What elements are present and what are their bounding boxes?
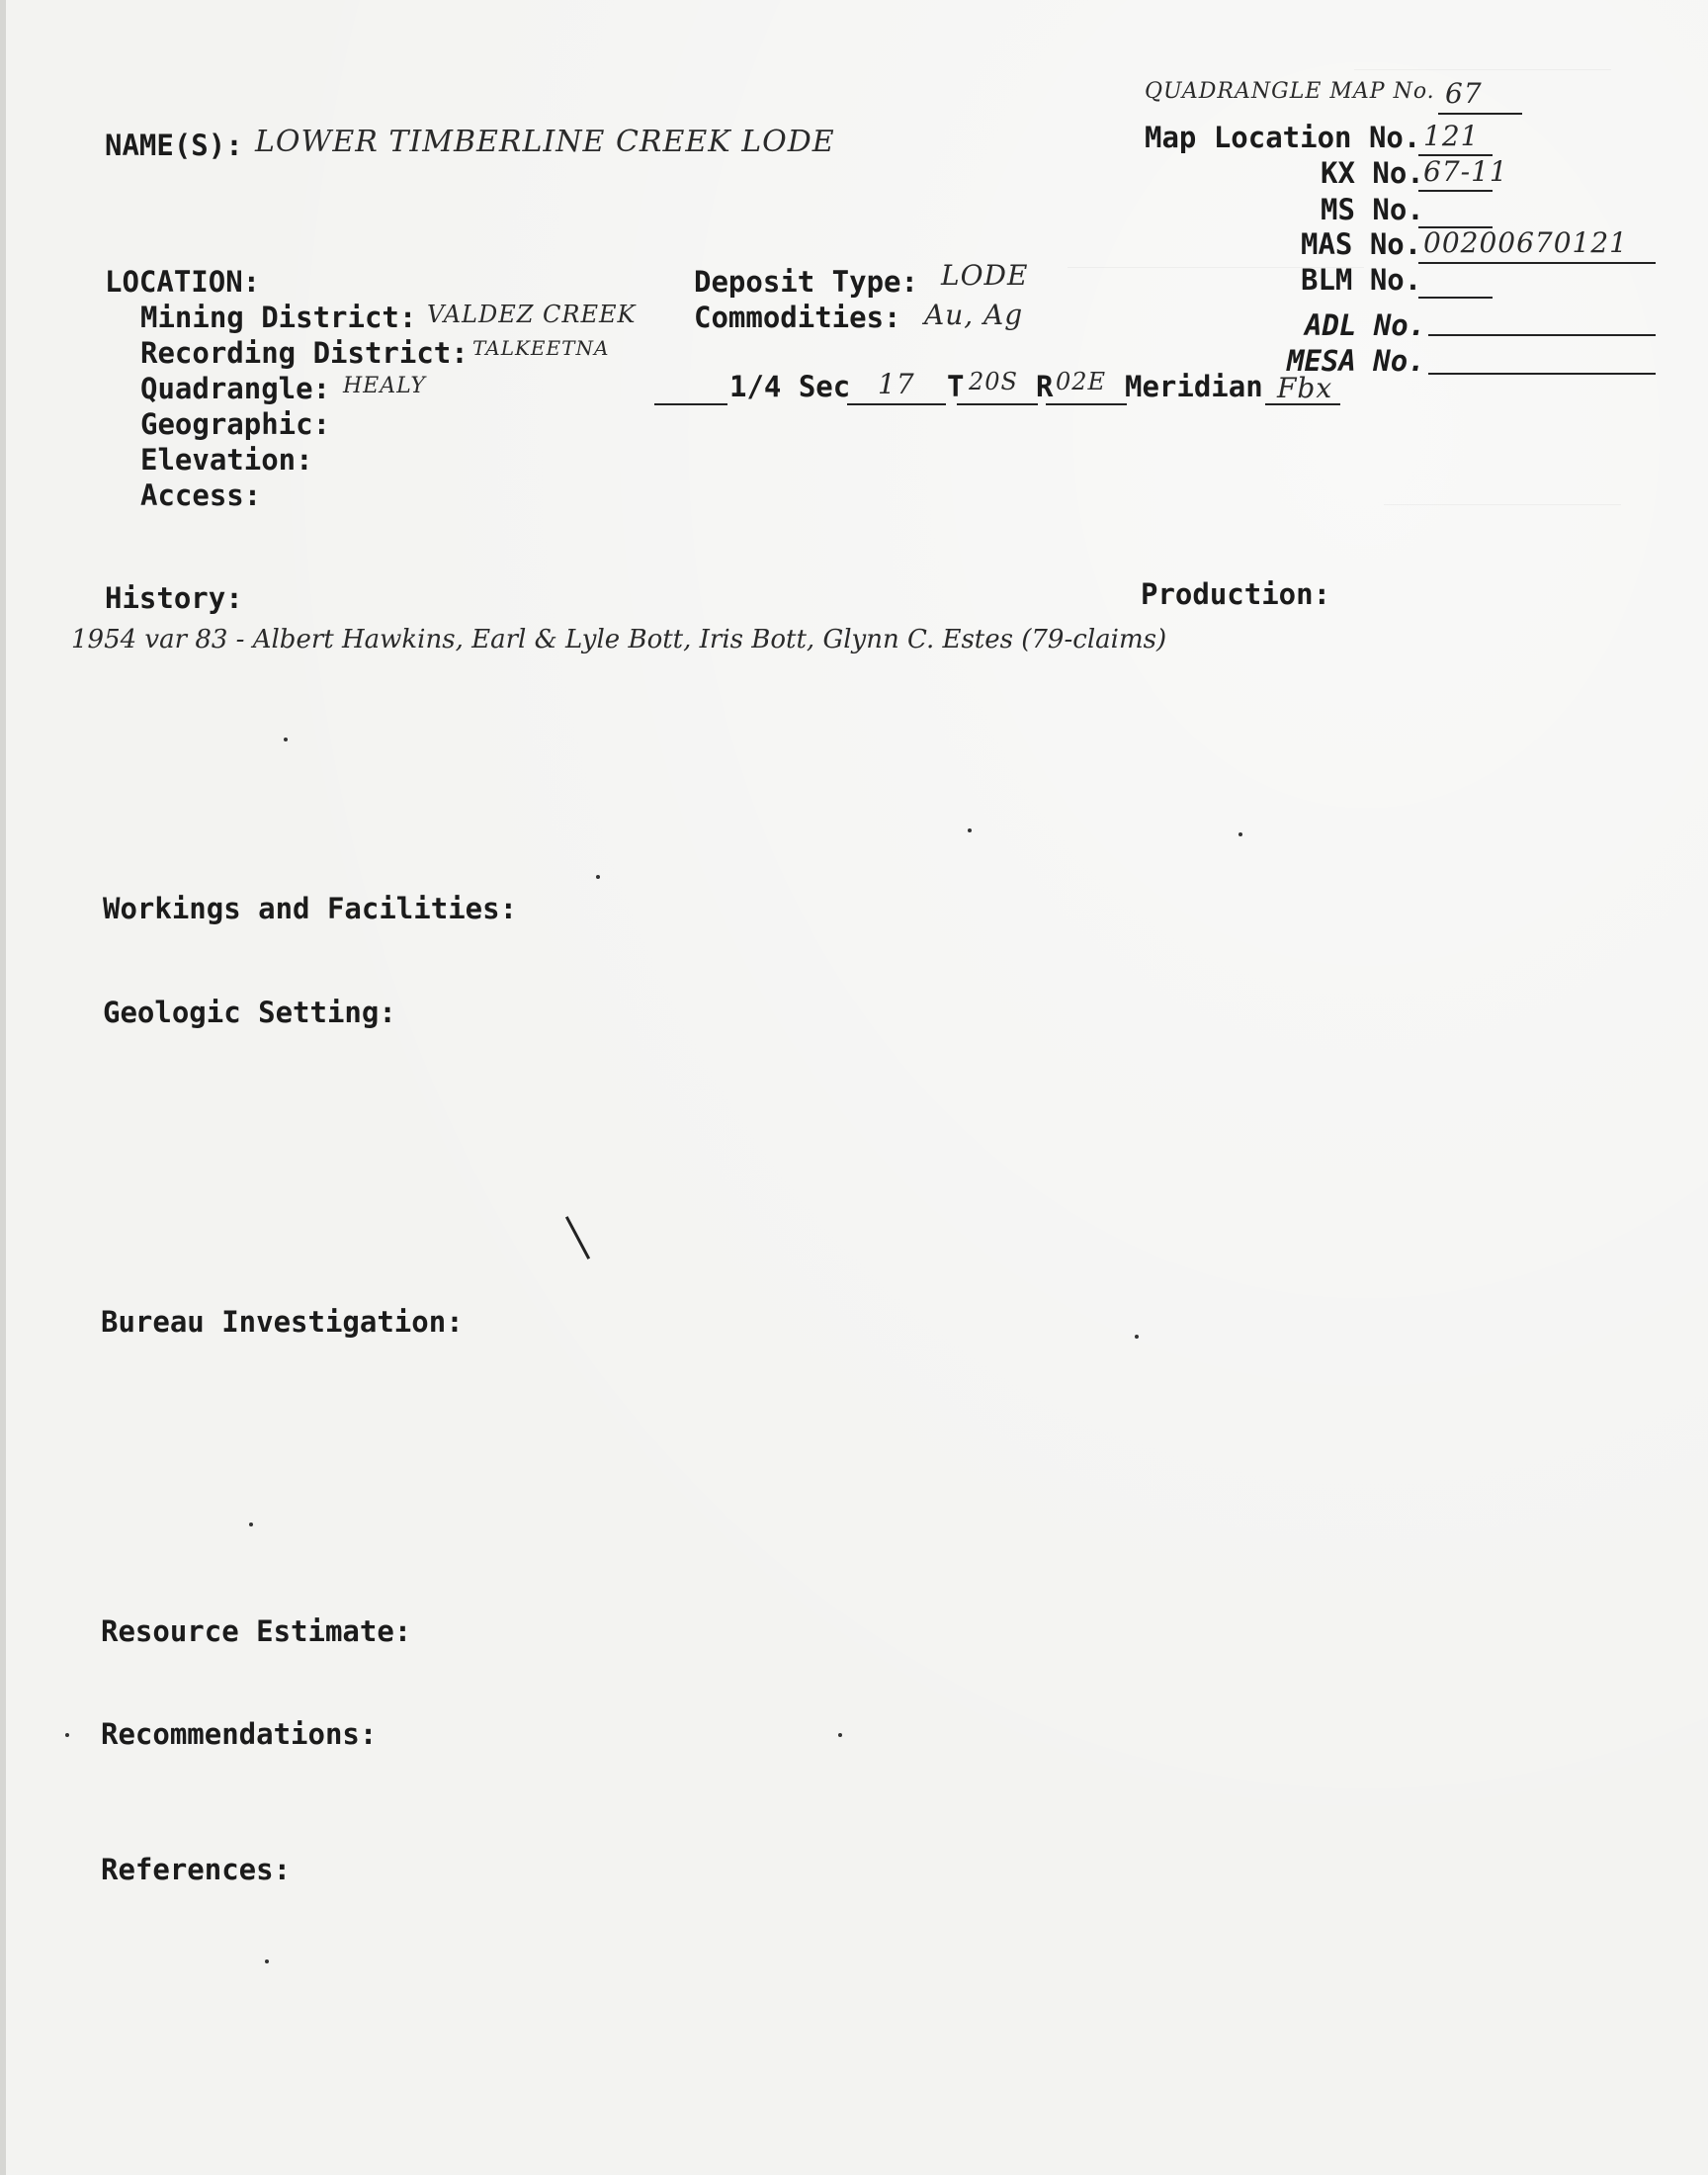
t-label: T (947, 370, 965, 403)
meridian-label: Meridian (1125, 370, 1263, 403)
scan-speck (249, 1522, 253, 1526)
bleed-through-mark (1384, 475, 1621, 505)
quadrangle-value: HEALY (343, 374, 426, 398)
recording-district-label: Recording District: (140, 336, 469, 370)
geographic-label: Geographic: (140, 407, 331, 441)
kx-label: KX No. (1321, 156, 1424, 190)
history-label: History: (105, 581, 243, 615)
names-label: NAME(S): (105, 129, 243, 162)
mas-line (1418, 262, 1656, 264)
references-label: References: (101, 1853, 292, 1886)
scan-speck (1135, 1335, 1139, 1339)
scan-mark (565, 1216, 590, 1260)
mining-district-label: Mining District: (140, 301, 417, 334)
workings-label: Workings and Facilities: (103, 892, 518, 925)
quad-map-label: QUADRANGLE MAP No. (1145, 79, 1435, 104)
r-value: 02E (1056, 368, 1107, 395)
scan-speck (1238, 832, 1242, 836)
history-value: 1954 var 83 - Albert Hawkins, Earl & Lyle Bott, Iris Bott, Glynn C. Estes (79-claims) (71, 625, 1167, 654)
t-line (957, 403, 1038, 405)
scan-speck (284, 738, 288, 741)
mas-value: 00200670121 (1423, 226, 1628, 259)
mesa-label: MESA No. (1287, 344, 1425, 378)
quarter-sec-line (654, 403, 727, 405)
ms-label: MS No. (1321, 193, 1424, 226)
scan-speck (65, 1733, 69, 1737)
names-value: LOWER TIMBERLINE CREEK LODE (255, 125, 835, 159)
commodities-value: Au, Ag (924, 299, 1024, 331)
blm-line (1418, 297, 1493, 299)
mining-district-value: VALDEZ CREEK (427, 301, 637, 328)
map-location-label: Map Location No. (1145, 121, 1421, 154)
r-label: R (1036, 370, 1054, 403)
deposit-type-value: LODE (941, 259, 1029, 292)
scan-speck (265, 1959, 269, 1963)
bureau-label: Bureau Investigation: (101, 1305, 464, 1339)
scan-speck (838, 1733, 842, 1737)
mas-label: MAS No. (1301, 227, 1422, 261)
adl-label: ADL No. (1305, 308, 1426, 342)
scan-speck (968, 828, 972, 832)
sec-line (847, 403, 946, 405)
sec-value: 17 (878, 368, 915, 400)
resource-label: Resource Estimate: (101, 1614, 412, 1648)
access-label: Access: (140, 478, 262, 512)
quad-map-line (1438, 113, 1522, 115)
recommendations-label: Recommendations: (101, 1717, 378, 1751)
map-location-value: 121 (1423, 120, 1480, 152)
bleed-through-mark (1354, 40, 1611, 70)
blm-label: BLM No. (1301, 263, 1422, 297)
location-label: LOCATION: (105, 265, 261, 299)
t-value: 20S (969, 368, 1018, 395)
quadrangle-label: Quadrangle: (140, 372, 331, 405)
mesa-line (1428, 373, 1656, 375)
r-line (1046, 403, 1127, 405)
kx-value: 67-11 (1423, 155, 1508, 188)
recording-district-value: TALKEETNA (472, 336, 610, 360)
commodities-label: Commodities: (694, 301, 901, 334)
kx-line (1418, 190, 1493, 192)
scan-speck (596, 875, 600, 879)
elevation-label: Elevation: (140, 443, 313, 477)
meridian-value: Fbx (1277, 372, 1333, 404)
geologic-label: Geologic Setting: (103, 996, 396, 1029)
quarter-sec-label: 1/4 Sec (729, 370, 851, 403)
quad-map-value: 67 (1445, 77, 1483, 110)
adl-line (1428, 334, 1656, 336)
page-edge-shadow (0, 0, 6, 2175)
production-label: Production: (1141, 577, 1331, 611)
deposit-type-label: Deposit Type: (694, 265, 918, 299)
